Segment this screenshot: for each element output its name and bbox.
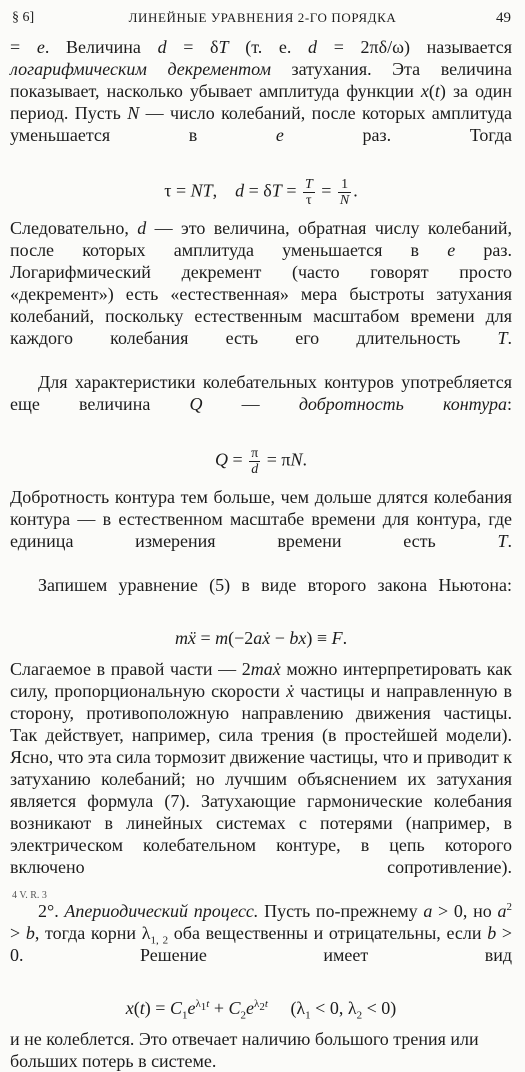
equation: $x(t) = C_1e^{\lambda_1t} + C_2e^{\lambda_2t}$ ($\lambda_1 < 0$, $\lambda_2 < 0$) <box>125 998 397 1022</box>
paragraph: 2°. Апериодический процесс. Пусть по-прежнему a > 0, но $a^2 > b$, тогда корни $\lambda_{1, 2}$ оба вещественны и отрицательны, если b > 0. Решение имеет вид <box>10 901 513 965</box>
page-header <box>10 6 515 30</box>
section-mark: § 6] <box>12 10 35 25</box>
equation: Q = $\frac{\pi}{d}$ = πN. <box>215 446 307 477</box>
page-body <box>10 36 512 1072</box>
paragraph: и не колеблется. Это отвечает наличию большого трения или больших потерь в системе. <box>10 1029 479 1071</box>
paragraph: Для характеристики колебательных контуров употребляется еще величина Q — добротность контура: <box>10 372 513 414</box>
equation: mẍ = m(−2aẋ − bx) ≡ F. <box>174 628 348 648</box>
paragraph: Следовательно, d — это величина, обратная числу колебаний, после которых амплитуда уменьшается в e раз. Логарифмический декремент (часто говорят просто «декремент») есть «естественная» мера быстроты затухания колебаний, поскольку естественным масштабом времени для каждого колебания есть его длительность T. <box>10 218 512 348</box>
paragraph: Запишем уравнение (5) в виде второго закона Ньютона: <box>38 575 512 595</box>
page-number: 49 <box>496 10 511 26</box>
equation: τ = NT, d = δT = $\frac{T}{\tau}$ = $\frac{1}{N}$ . <box>164 177 358 208</box>
page-footer: 4 V. R. 3 <box>12 890 47 901</box>
paragraph: Добротность контура тем больше, чем дольше длятся колебания контура — в естественном масштабе времени для контура, где единица измерения времени есть T. <box>10 487 512 551</box>
running-title: ЛИНЕЙНЫЕ УРАВНЕНИЯ 2-ГО ПОРЯДКА <box>128 10 397 25</box>
paragraph: = e. Величина d = δT (т. е. d = 2πδ/ω) называется логарифмическим декрементом затухания. Эта величина показывает, насколько убывает амплитуда функции x(t) за один период. Пусть N — число колебаний, после которых амплитуда уменьшается в e раз. Тогда <box>10 37 513 145</box>
paragraph: Слагаемое в правой части — 2maẋ можно интерпретировать как силу, пропорциональную скорости ẋ частицы и направленную в сторону, противоположную направлению движения частицы. Так действует, например, сила трения (в простейшей модели). Ясно, что эта сила тормозит движение частицы, что и приводит к затуханию колебаний; но лучшим объяснением их затухания является формула (7). Затухающие гармонические колебания возникают в линейных системах с потерями (например, в электрическом колебательном контуре, в цепь которого включено сопротивление). <box>10 659 512 877</box>
